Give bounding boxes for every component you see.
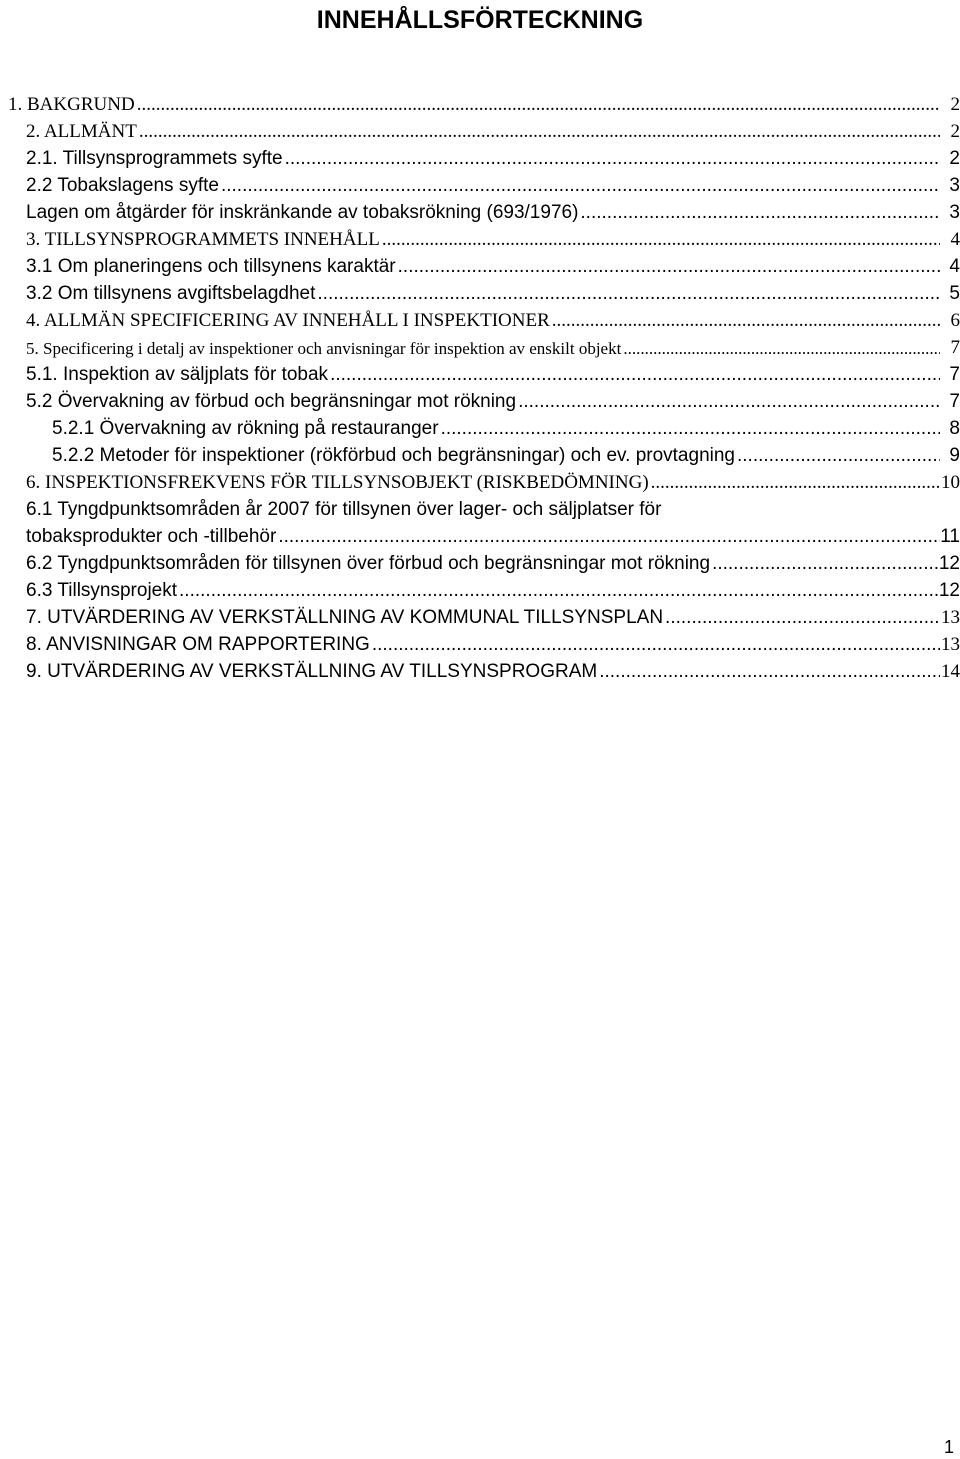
toc-entry-6-2[interactable] (26, 549, 960, 576)
leader-dots (398, 255, 940, 279)
leader-dots (623, 338, 940, 360)
toc-entry-6-1-cont[interactable] (26, 522, 960, 549)
toc-entry-page: 9 (949, 445, 960, 466)
toc-entry-label: 7. UTVÄRDERING AV VERKSTÄLLNING AV KOMMUNAL TILLSYNSPLAN (26, 607, 664, 628)
toc-entry-page: 4 (950, 229, 960, 250)
toc-entry-page: 7 (949, 391, 960, 412)
toc-entry-5-2-1[interactable] (52, 414, 960, 441)
toc-entry-3-2[interactable] (26, 279, 960, 306)
toc-entry-label: 1. BAKGRUND (8, 94, 135, 115)
toc-entry-page: 5 (949, 283, 960, 304)
toc-entry-8[interactable] (26, 630, 960, 657)
page-title: INNEHÅLLSFÖRTECKNING (316, 6, 644, 34)
toc-entry-4[interactable] (26, 306, 960, 333)
toc-entry-page: 7 (950, 337, 960, 358)
toc-entry-label: 2. ALLMÄNT (26, 121, 137, 142)
toc-entry-label: 8. ANVISNINGAR OM RAPPORTERING (26, 634, 370, 655)
toc-entry-page: 13 (941, 607, 960, 628)
toc-entry-label: 5.2.1 Övervakning av rökning på restauranger (52, 418, 439, 439)
toc-entry-5-1[interactable] (26, 360, 960, 387)
toc-entry-6-1[interactable] (26, 495, 960, 522)
toc-entry-label: Lagen om åtgärder för inskränkande av tobaksrökning (693/1976) (26, 202, 579, 223)
page-number: 1 (943, 1437, 954, 1457)
leader-dots (441, 417, 940, 441)
leader-dots (552, 309, 940, 333)
toc-entry-9[interactable] (26, 657, 960, 684)
toc-entry-label: 5.2.2 Metoder för inspektioner (rökförbud och begränsningar) och ev. provtagning (52, 445, 735, 466)
leader-dots (330, 363, 940, 387)
toc-entry-label: 6.3 Tillsynsprojekt (26, 580, 178, 601)
toc-entry-label: 6.1 Tyngdpunktsområden år 2007 för tillsynen över lager- och säljplatser för (26, 499, 662, 520)
toc-entry-label: 5. Specificering i detalj av inspektioner och anvisningar för inspektion av enskilt objekt (26, 339, 622, 358)
toc-entry-label: 5.2 Övervakning av förbud och begränsningar mot rökning (26, 391, 517, 412)
toc-entry-2-1[interactable] (26, 144, 960, 171)
leader-dots (372, 633, 940, 657)
toc-entry-page: 11 (940, 526, 960, 547)
toc-entry-page: 12 (938, 580, 960, 601)
toc-entry-lagen[interactable] (26, 198, 960, 225)
toc-entry-page: 3 (949, 175, 960, 196)
toc-entry-label: 4. ALLMÄN SPECIFICERING AV INNEHÅLL I INSPEKTIONER (26, 310, 550, 331)
toc-entry-page: 3 (949, 202, 960, 223)
leader-dots (137, 93, 940, 117)
toc-entry-label: 2.1. Tillsynsprogrammets syfte (26, 148, 283, 169)
leader-dots (278, 525, 940, 549)
leader-dots (665, 606, 940, 630)
toc-entry-2-2[interactable] (26, 171, 960, 198)
leader-dots (285, 147, 940, 171)
toc-entry-label: 9. UTVÄRDERING AV VERKSTÄLLNING AV TILLSYNSPROGRAM (26, 661, 598, 682)
toc-entry-page: 8 (949, 418, 960, 439)
toc-entry-3[interactable] (26, 225, 960, 252)
toc-entry-3-1[interactable] (26, 252, 960, 279)
leader-dots (179, 579, 940, 603)
leader-dots (737, 444, 940, 468)
toc-entry-7[interactable] (26, 603, 960, 630)
leader-dots (139, 120, 940, 144)
toc-entry-page: 7 (949, 364, 960, 385)
toc-entry-label: 5.1. Inspektion av säljplats för tobak (26, 364, 329, 385)
toc-entry-label: tobaksprodukter och -tillbehör (26, 526, 277, 547)
toc-entry-2[interactable] (26, 117, 960, 144)
leader-dots (599, 660, 940, 684)
toc-entry-label: 3. TILLSYNSPROGRAMMETS INNEHÅLL (26, 229, 380, 250)
toc-entry-5-2[interactable] (26, 387, 960, 414)
leader-dots (580, 201, 940, 225)
toc-entry-label: 6.2 Tyngdpunktsområden för tillsynen över förbud och begränsningar mot rökning (26, 553, 711, 574)
toc-entry-page: 2 (949, 148, 960, 169)
toc-entry-5[interactable] (26, 333, 960, 360)
toc-entry-label: 3.1 Om planeringens och tillsynens karaktär (26, 256, 396, 277)
leader-dots (712, 552, 940, 576)
toc-entry-1[interactable] (8, 90, 960, 117)
toc-entry-5-2-2[interactable] (52, 441, 960, 468)
toc-entry-page: 2 (950, 94, 960, 115)
toc-entry-page: 14 (941, 661, 960, 682)
leader-dots (221, 174, 940, 198)
toc-entry-page: 10 (941, 472, 960, 493)
leader-dots (317, 282, 940, 306)
toc-entry-page: 4 (949, 256, 960, 277)
leader-dots (382, 228, 940, 252)
toc-entry-label: 6. INSPEKTIONSFREKVENS FÖR TILLSYNSOBJEKT (RISKBEDÖMNING) (26, 472, 649, 493)
toc-entry-page: 13 (941, 634, 960, 655)
toc-entry-label: 3.2 Om tillsynens avgiftsbelagdhet (26, 283, 316, 304)
toc-entry-page: 6 (950, 310, 960, 331)
toc-entry-6-3[interactable] (26, 576, 960, 603)
leader-dots (518, 390, 940, 414)
leader-dots (651, 471, 940, 495)
toc-entry-label: 2.2 Tobakslagens syfte (26, 175, 219, 196)
toc-entry-page: 2 (950, 121, 960, 142)
toc-entry-page: 12 (938, 553, 960, 574)
toc-entry-6[interactable] (26, 468, 960, 495)
